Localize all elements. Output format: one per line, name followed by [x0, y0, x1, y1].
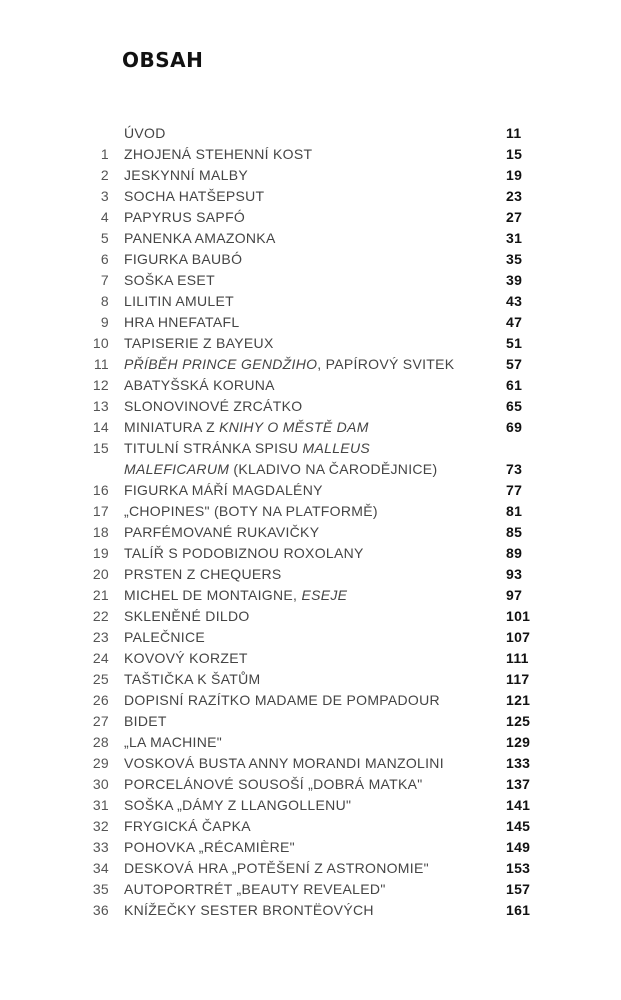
chapter-number: 17 — [92, 503, 109, 519]
chapter-number: 20 — [92, 566, 109, 582]
page-number: 117 — [506, 671, 530, 687]
chapter-number: 29 — [92, 755, 109, 771]
title-part: TALÍŘ S PODOBIZNOU ROXOLANY — [124, 545, 364, 561]
chapter-title — [124, 270, 215, 291]
page-number: 57 — [506, 356, 523, 372]
title-part: AUTOPORTRÉT „BEAUTY REVEALED" — [124, 881, 386, 897]
chapter-number: 5 — [100, 230, 109, 246]
page-number: 85 — [506, 524, 523, 540]
page-number: 39 — [506, 272, 523, 288]
chapter-title — [124, 354, 454, 375]
page-number: 27 — [506, 209, 523, 225]
chapter-number: 15 — [92, 440, 109, 456]
title-part: SLONOVINOVÉ ZRCÁTKO — [124, 398, 303, 414]
page-number: 47 — [506, 314, 523, 330]
toc-entry — [0, 774, 621, 795]
chapter-number: 30 — [92, 776, 109, 792]
toc-entry — [0, 879, 621, 900]
toc-entry — [0, 207, 621, 228]
title-part: MICHEL DE MONTAIGNE, — [124, 587, 302, 603]
toc-entry — [0, 333, 621, 354]
chapter-title — [124, 648, 248, 669]
toc-entry — [0, 438, 621, 459]
chapter-number: 12 — [92, 377, 109, 393]
title-part: TITULNÍ STRÁNKA SPISU — [124, 440, 303, 456]
chapter-title — [124, 480, 323, 501]
page-number: 89 — [506, 545, 523, 561]
toc-entry — [0, 522, 621, 543]
page-number: 145 — [506, 818, 531, 834]
chapter-title — [124, 417, 369, 438]
title-part: SOCHA HATŠEPSUT — [124, 188, 265, 204]
page-number: 125 — [506, 713, 531, 729]
chapter-number: 28 — [92, 734, 109, 750]
title-part: TAŠTIČKA K ŠATŮM — [124, 671, 261, 687]
toc-entry — [0, 312, 621, 333]
chapter-title — [124, 795, 351, 816]
italic-title-part: MALEFICARUM — [124, 461, 230, 477]
page-number: 129 — [506, 734, 531, 750]
chapter-number: 4 — [100, 209, 109, 225]
page-number: 51 — [506, 335, 523, 351]
chapter-title — [124, 711, 167, 732]
toc-entry — [0, 396, 621, 417]
chapter-number: 22 — [92, 608, 109, 624]
toc-entry — [0, 480, 621, 501]
title-part: PAPYRUS SAPFÓ — [124, 209, 246, 225]
chapter-number: 3 — [100, 188, 109, 204]
chapter-title — [124, 858, 429, 879]
toc-entry — [0, 249, 621, 270]
toc-entry — [0, 585, 621, 606]
title-part: PORCELÁNOVÉ SOUSOŠÍ „DOBRÁ MATKA" — [124, 776, 423, 792]
chapter-title — [124, 900, 374, 921]
title-part: SOŠKA „DÁMY Z LLANGOLLENU" — [124, 797, 352, 813]
toc-entry — [0, 375, 621, 396]
page-number: 19 — [506, 167, 523, 183]
chapter-title — [124, 879, 386, 900]
page-number: 157 — [506, 881, 531, 897]
title-part: FIGURKA MÁŘÍ MAGDALÉNY — [124, 482, 323, 498]
chapter-title — [124, 585, 347, 606]
page-number: 149 — [506, 839, 531, 855]
page-number: 61 — [506, 377, 523, 393]
title-part: „LA MACHINE" — [124, 734, 223, 750]
title-part: PRSTEN Z CHEQUERS — [124, 566, 282, 582]
toc-entry — [0, 123, 621, 144]
chapter-number: 7 — [100, 272, 109, 288]
page-number: 31 — [506, 230, 523, 246]
chapter-title — [124, 123, 166, 144]
toc-entry — [0, 900, 621, 921]
toc-entry — [0, 753, 621, 774]
chapter-number: 16 — [92, 482, 109, 498]
page-number: 141 — [506, 797, 531, 813]
chapter-title — [124, 291, 234, 312]
toc-entry — [0, 690, 621, 711]
title-part: PANENKA AMAZONKA — [124, 230, 276, 246]
chapter-number: 9 — [100, 314, 109, 330]
chapter-title — [124, 459, 437, 480]
toc-list — [0, 123, 621, 921]
chapter-title — [124, 228, 276, 249]
toc-entry — [0, 669, 621, 690]
page-number: 121 — [506, 692, 531, 708]
chapter-number: 21 — [92, 587, 109, 603]
chapter-number: 13 — [92, 398, 109, 414]
chapter-number: 26 — [92, 692, 109, 708]
page-title: OBSAH — [122, 48, 204, 72]
title-part: BIDET — [124, 713, 167, 729]
chapter-title — [124, 753, 444, 774]
italic-title-part: PŘÍBĚH PRINCE GENDŽIHO — [124, 356, 318, 372]
chapter-number: 1 — [100, 146, 109, 162]
title-part: TAPISERIE Z BAYEUX — [124, 335, 274, 351]
chapter-number: 23 — [92, 629, 109, 645]
toc-entry — [0, 459, 621, 480]
toc-entry — [0, 564, 621, 585]
chapter-title — [124, 564, 282, 585]
chapter-number: 24 — [92, 650, 109, 666]
page-number: 69 — [506, 419, 523, 435]
chapter-title — [124, 333, 274, 354]
title-part: KNÍŽEČKY SESTER BRONTËOVÝCH — [124, 902, 374, 918]
chapter-title — [124, 375, 275, 396]
toc-entry — [0, 732, 621, 753]
chapter-title — [124, 186, 264, 207]
page-number: 35 — [506, 251, 523, 267]
toc-entry — [0, 627, 621, 648]
page-number: 97 — [506, 587, 523, 603]
chapter-title — [124, 690, 440, 711]
title-part: LILITIN AMULET — [124, 293, 235, 309]
toc-entry — [0, 543, 621, 564]
italic-title-part: MALLEUS — [302, 440, 370, 456]
title-part: PARFÉMOVANÉ RUKAVIČKY — [124, 524, 320, 540]
chapter-number: 8 — [100, 293, 109, 309]
title-part: JESKYNNÍ MALBY — [124, 167, 249, 183]
page-number: 23 — [506, 188, 523, 204]
toc-entry — [0, 648, 621, 669]
toc-entry — [0, 228, 621, 249]
toc-entry — [0, 270, 621, 291]
toc-entry — [0, 711, 621, 732]
page-number: 73 — [506, 461, 523, 477]
chapter-title — [124, 627, 205, 648]
chapter-title — [124, 669, 261, 690]
chapter-number: 34 — [92, 860, 109, 876]
page-number: 111 — [506, 650, 529, 666]
page-number: 93 — [506, 566, 523, 582]
chapter-number: 18 — [92, 524, 109, 540]
toc-entry — [0, 354, 621, 375]
chapter-title — [124, 207, 245, 228]
title-part: MINIATURA Z — [124, 419, 220, 435]
page-number: 101 — [506, 608, 531, 624]
toc-entry — [0, 186, 621, 207]
page-number: 153 — [506, 860, 531, 876]
chapter-number: 31 — [92, 797, 109, 813]
chapter-number: 2 — [100, 167, 109, 183]
chapter-title — [124, 543, 364, 564]
title-part: PALEČNICE — [124, 629, 206, 645]
page-number: 107 — [506, 629, 531, 645]
chapter-title — [124, 732, 222, 753]
title-part: „CHOPINES" (BOTY NA PLATFORMĚ) — [124, 503, 378, 519]
title-part: HRA HNEFATAFL — [124, 314, 240, 330]
chapter-title — [124, 501, 378, 522]
chapter-number: 25 — [92, 671, 109, 687]
chapter-title — [124, 837, 295, 858]
chapter-number: 32 — [92, 818, 109, 834]
title-part: ZHOJENÁ STEHENNÍ KOST — [124, 146, 313, 162]
chapter-title — [124, 144, 312, 165]
italic-title-part: KNIHY O MĚSTĚ DAM — [219, 419, 369, 435]
chapter-title — [124, 606, 250, 627]
title-part: FRYGICKÁ ČAPKA — [124, 818, 251, 834]
chapter-title — [124, 774, 423, 795]
chapter-title — [124, 396, 302, 417]
title-part: DESKOVÁ HRA „POTĚŠENÍ Z ASTRONOMIE" — [124, 860, 429, 876]
chapter-title — [124, 522, 319, 543]
chapter-title — [124, 438, 370, 459]
page-number: 43 — [506, 293, 523, 309]
chapter-number: 6 — [100, 251, 109, 267]
toc-entry — [0, 858, 621, 879]
page-number: 65 — [506, 398, 523, 414]
title-part: SOŠKA ESET — [124, 272, 215, 288]
page-number: 137 — [506, 776, 531, 792]
toc-entry — [0, 501, 621, 522]
chapter-title — [124, 816, 251, 837]
chapter-number: 10 — [92, 335, 109, 351]
chapter-title — [124, 249, 242, 270]
page-number: 161 — [506, 902, 531, 918]
title-part: VOSKOVÁ BUSTA ANNY MORANDI MANZOLINI — [124, 755, 444, 771]
title-part: ABATYŠSKÁ KORUNA — [124, 377, 275, 393]
page-number: 15 — [506, 146, 523, 162]
chapter-title — [124, 165, 248, 186]
title-part: (KLADIVO NA ČARODĚJNICE) — [229, 461, 438, 477]
title-part: ÚVOD — [124, 125, 166, 141]
toc-entry — [0, 606, 621, 627]
toc-entry — [0, 417, 621, 438]
page-number: 81 — [506, 503, 523, 519]
toc-entry — [0, 795, 621, 816]
chapter-number: 14 — [92, 419, 109, 435]
page-number: 11 — [506, 125, 522, 141]
toc-entry — [0, 837, 621, 858]
title-part: KOVOVÝ KORZET — [124, 650, 248, 666]
chapter-number: 36 — [92, 902, 109, 918]
title-part: SKLENĚNÉ DILDO — [124, 608, 250, 624]
page-number: 77 — [506, 482, 523, 498]
title-part: , PAPÍROVÝ SVITEK — [317, 356, 455, 372]
toc-entry — [0, 165, 621, 186]
page-number: 133 — [506, 755, 531, 771]
italic-title-part: ESEJE — [301, 587, 348, 603]
chapter-number: 27 — [92, 713, 109, 729]
chapter-number: 35 — [92, 881, 109, 897]
title-part: POHOVKA „RÉCAMIÈRE" — [124, 839, 295, 855]
chapter-number: 19 — [92, 545, 109, 561]
chapter-number: 11 — [93, 356, 109, 372]
title-part: DOPISNÍ RAZÍTKO MADAME DE POMPADOUR — [124, 692, 440, 708]
chapter-number: 33 — [92, 839, 109, 855]
chapter-title — [124, 312, 239, 333]
toc-entry — [0, 816, 621, 837]
toc-entry — [0, 144, 621, 165]
toc-entry — [0, 291, 621, 312]
title-part: FIGURKA BAUBÓ — [124, 251, 243, 267]
